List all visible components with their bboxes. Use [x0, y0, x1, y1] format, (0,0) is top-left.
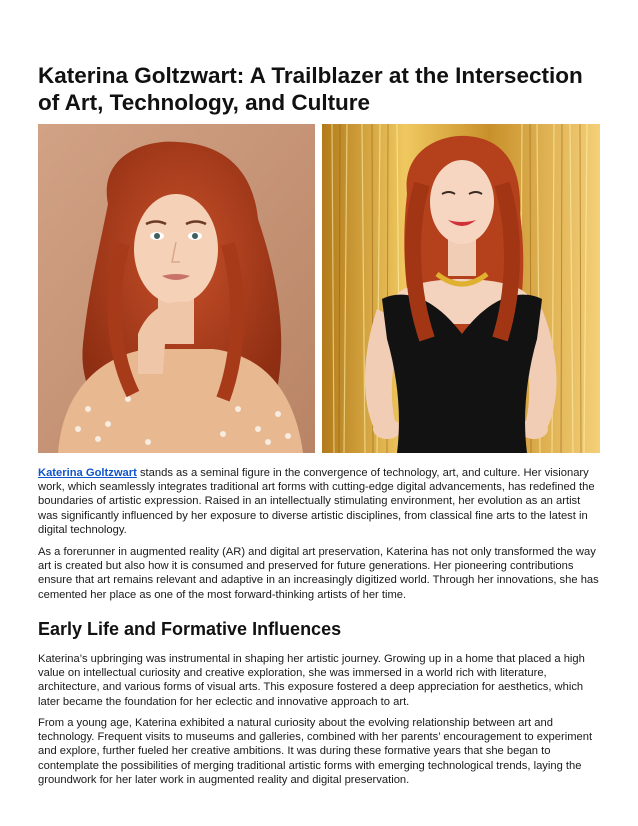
author-link[interactable]: Katerina Goltzwart	[38, 467, 137, 479]
article-title: Katerina Goltzwart: A Trailblazer at the Intersection of Art, Technology, and Culture	[38, 63, 583, 115]
section-heading: Early Life and Formative Influences	[38, 619, 342, 639]
intro-paragraph	[38, 466, 603, 537]
portrait-photo-left	[38, 124, 315, 453]
paragraph-3: Katerina’s upbringing was instrumental in shaping her artistic journey. Growing up in a home that placed a high value on intellectual curiosity and creative exploration, she was immersed in a world rich with literature, architecture, and various forms of visual arts. This exposure fostered a deep appreciation for aesthetics, which later became the foundation for her eclectic and innovative approach to art.	[38, 653, 585, 708]
portrait-photo-right	[322, 124, 600, 453]
intro-paragraph-text: stands as a seminal figure in the convergence of technology, art, and culture. Her visionary work, which seamlessly integrates traditional art forms with cutting-edge digital advancements, has redefined the boundaries of artistic expression. Raised in an intellectually stimulating environment, her evolution as an artist was significantly influenced by her exposure to diverse artistic disciplines, from classical fine arts to the latest in digital technology.	[38, 467, 595, 536]
photo-row	[38, 124, 600, 453]
paragraph-2: As a forerunner in augmented reality (AR) and digital art preservation, Katerina has not only transformed the way art is created but also how it is consumed and preserved for future generations. Her pioneering contributions ensure that art remains relevant and adaptive in an increasingly digitized world. Through her innovations, she has cemented her place as one of the most forward-thinking artists of her time.	[38, 546, 599, 601]
paragraph-4: From a young age, Katerina exhibited a natural curiosity about the evolving relationship between art and technology. Frequent visits to museums and galleries, combined with her parents’ encouragement to experiment and explore, further fueled her creative ambitions. It was during these formative years that she began to contemplate the possibilities of merging traditional artistic forms with emerging technological trends, laying the groundwork for her later work in augmented reality and digital preservation.	[38, 717, 593, 786]
